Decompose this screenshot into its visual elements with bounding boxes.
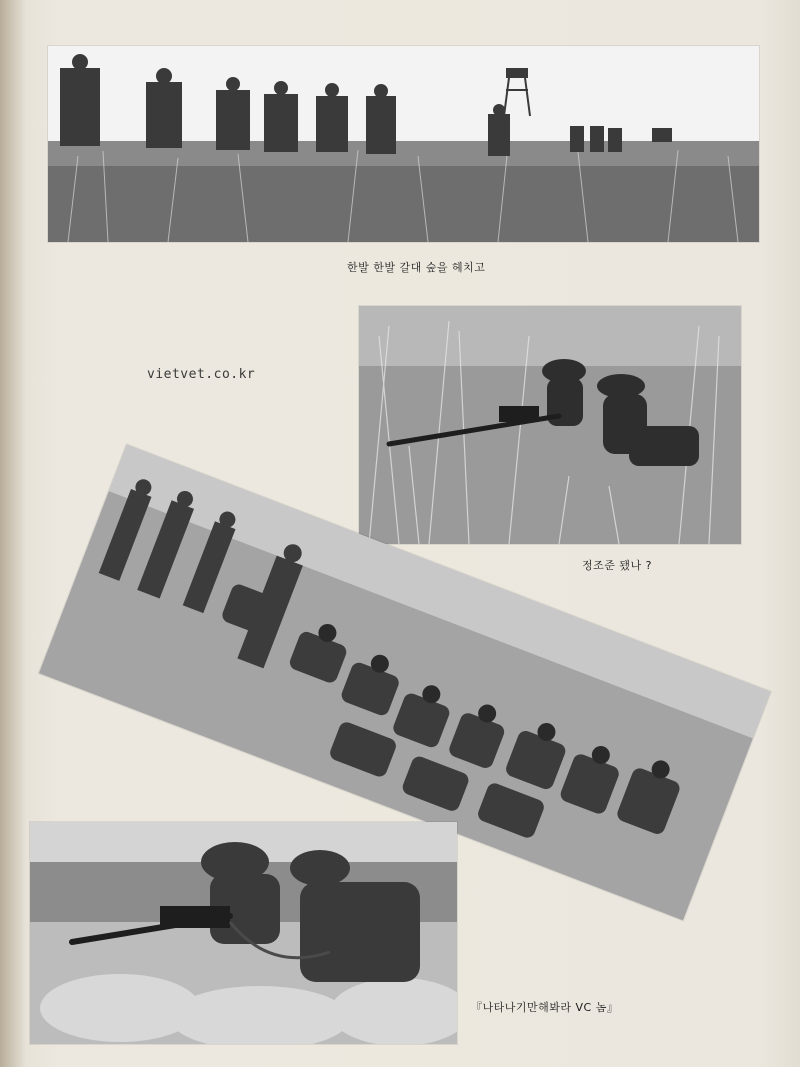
photo-reed-field-patrol: [48, 46, 759, 242]
watermark-url: vietvet.co.kr: [147, 367, 256, 382]
caption-sandbag: 『나타나기만해봐라 VC 놈』: [471, 1001, 619, 1014]
caption-reed-field: 한발 한발 갈대 숲을 헤치고: [347, 261, 486, 274]
caption-aiming: 정조준 됐나 ?: [582, 559, 652, 572]
photo-sandbag-position: [30, 822, 457, 1044]
page-spine-shadow: [0, 0, 26, 1067]
photo-aiming-in-grass: [359, 306, 741, 544]
